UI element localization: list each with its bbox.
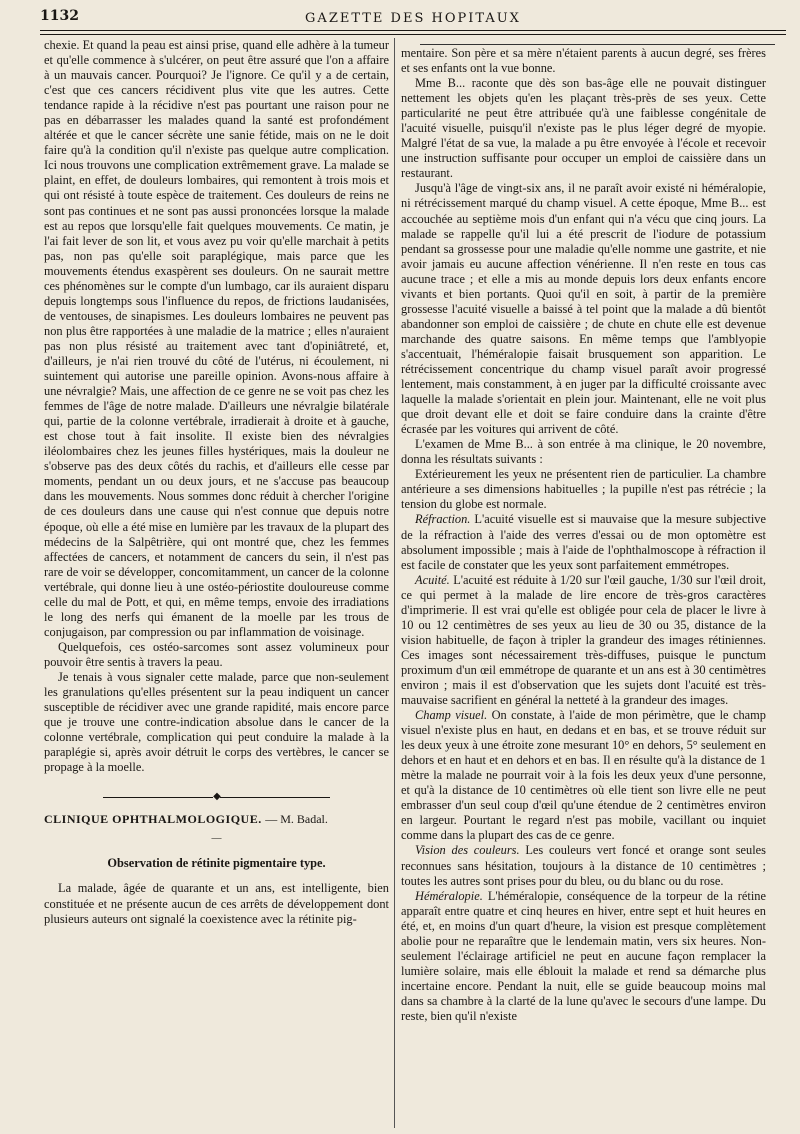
paragraph-text: On constate, à l'aide de mon périmètre, que le champ visuel n'existe plus en haut, en dedans et en bas, et se trouve réduit sur les deux yeux à une étroite zone mesurant 10° en dehors, 5° seulement en dehors et en haut et en dehors et en bas. Il en résulte qu'à la distance de 1 mètre la malade ne pourrait voir à la fois les deux yeux d'une personne, et qu'à la distance de 10 centimètres où elle tient son livre elle ne peut embrasser d'un seul coup d'œil qu'une étendue de 2 centimètres environ en largeur. Pourtant le regard n'est pas mobile, vacillant ou inquiet comme dans la plupart des cas de ce genre. bbox=[401, 708, 766, 843]
header-rule-thin bbox=[40, 34, 786, 35]
section-title: CLINIQUE OPHTHALMOLOGIQUE. bbox=[44, 812, 262, 827]
article-paragraph: Extérieurement les yeux ne présentent rien de particulier. La chambre antérieure a ses dimensions habituelles ; la pupille n'est pas rétrécie ; la tension du globe est normale. bbox=[401, 467, 766, 512]
page-header bbox=[40, 6, 786, 30]
section-dash: — bbox=[211, 833, 222, 845]
article-paragraph: La malade, âgée de quarante et un ans, est intelligente, bien constituée et ne présente aucun de ces arrêts de développement dont plusieurs auteurs ont signalé la coexistence avec la rétinite pig- bbox=[44, 881, 389, 926]
header-rule bbox=[40, 30, 786, 31]
article-paragraph: Je tenais à vous signaler cette malade, parce que non-seulement les granulations qu'elles présentent sur la peau indiquent un cancer susceptible de récidiver avec une grande rapidité, mais encore parce que je trouve une contre-indication absolue dans le cancer de la colonne vertébrale, complication qui peut conduire la malade à la paraplégie si, après avoir détruit le corps des vertèbres, le cancer se propage à la moelle. bbox=[44, 669, 389, 775]
right-column bbox=[401, 46, 766, 1126]
journal-title: GAZETTE DES HOPITAUX bbox=[305, 11, 521, 26]
section-heading bbox=[44, 812, 389, 827]
subheading-vision-couleurs: Vision des couleurs. bbox=[415, 843, 520, 858]
article-paragraph: mentaire. Son père et sa mère n'étaient parents à aucun degré, ses frères et ses enfants ont la vue bonne. bbox=[401, 46, 766, 76]
paragraph-text: Les couleurs vert foncé et orange sont seules reconnues sans hésitation, toujours à la distance de 10 centimètres ; toutes les autres sont prises pour du bleu, ou du blanc ou du rose. bbox=[401, 843, 766, 888]
observation-title: Observation de rétinite pigmentaire type. bbox=[107, 856, 326, 871]
article-paragraph bbox=[401, 889, 766, 1024]
article-paragraph bbox=[401, 708, 766, 843]
article-paragraph: L'examen de Mme B... à son entrée à ma clinique, le 20 novembre, donna les résultats suivants : bbox=[401, 437, 766, 467]
section-ornament: ◆ bbox=[44, 789, 389, 804]
right-column-top-rule bbox=[420, 44, 775, 45]
page-number: 1132 bbox=[40, 8, 79, 24]
subheading-acuite: Acuité. bbox=[415, 572, 450, 587]
paragraph-text: L'acuité visuelle est si mauvaise que la mesure subjective de la réfraction à l'aide des verres d'essai ou de mon optomètre est absolument impossible ; mais à l'aide de l'ophthalmoscope à réfraction il est facile de constater que les yeux sont parfaitement emmétropes. bbox=[401, 512, 766, 572]
column-divider bbox=[394, 38, 395, 1128]
subheading-champ-visuel: Champ visuel. bbox=[415, 708, 488, 723]
article-paragraph bbox=[401, 843, 766, 888]
paragraph-text: L'acuité est réduite à 1/20 sur l'œil gauche, 1/30 sur l'œil droit, ce qui permet à la malade de lire encore de très-gros caractères d'imprimerie. Il est vrai qu'elle est obligée pour cela de placer le livre à 10 ou 12 centimètres de ses yeux au lieu de 30 ou 35, distance de la vision habituelle, de façon à tripler la grandeur des images rétiniennes. Ces images sont nécessairement très-diffuses, puisque le punctum proximum d'un œil emmétrope de quarante et un ans est à 30 centimètres environ ; mais il est d'observation que les sujets dont l'acuité est très-mauvaise sacrifient en général la netteté à la grandeur des images. bbox=[401, 572, 766, 708]
subheading-refraction: Réfraction. bbox=[415, 512, 471, 527]
paragraph-text: L'héméralopie, conséquence de la torpeur de la rétine apparaît entre quatre et cinq heures en hiver, entre sept et huit heures en été, et, en moins d'un quart d'heure, la vision est presque complètement abolie pour ne reparaître que le lendemain matin, vers six heures. Non-seulement l'éclairage artificiel ne peut en aucune façon remplacer la lumière solaire, mais elle éblouit la malade et rend sa démarche plus incertaine encore. Pendant la nuit, elle se guide beaucoup moins mal dans sa chambre à la clarté de la lune qu'avec le secours d'une lampe. Du reste, bien qu'il n'existe bbox=[401, 888, 766, 1023]
article-paragraph: chexie. Et quand la peau est ainsi prise, quand elle adhère à la tumeur et qu'elle commence à s'ulcérer, on peut être assuré que l'on a affaire à un mauvais cancer. Pourquoi? Je l'ignore. Ce qu'il y a de certain, c'est que ces cancers récidivent plus vite que les autres. Cette tendance rapide à la récidive n'est pas pourtant une raison pour ne pas en débarrasser les malades quand la santé est profondément altérée et que le cancer sécrète une sanie fétide, mais on ne le doit faire qu'à la condition qu'il n'existe pas quelque autre complication. Ici nous trouvons une complication extrêmement grave. La malade se plaint, en effet, de douleurs lombaires, qui remontent à trois mois et qui ont résisté à toute espèce de traitement. Ces douleurs de reins ne sont pas continues et ne sont pas aussi prononcées lorsque la malade est au repos que lorsqu'elle fait quelques mouvements. Ce matin, je l'ai fait lever de son lit, et vous avez pu voir qu'elle marchait à petits pas, non pas qu'elle soit paraplégique, mais parce que les mouvements étendus exaspèrent ses douleurs. On ne saurait mettre ces phénomènes sur le compte d'un lumbago, car ils auraient disparu depuis longtemps sous l'influence du repos, de frictions laudanisées, de ventouses, de sinapismes. Les douleurs lombaires ne peuvent pas non plus être rapportées à une maladie de la matrice ; elles n'auraient pas non plus résisté au traitement avec tant d'opiniâtreté, et, d'ailleurs, je n'ai rien trouvé du côté de l'utérus, ni écoulement, ni suintement qui autorise une pareille opinion. Avons-nous affaire à une névralgie? Mais, une affection de ce genre ne se voit pas chez les femmes de l'âge de notre malade. D'ailleurs une névralgie bilatérale qui, partie de la colonne vertébrale, irradierait à droite et à gauche, est chose tout à fait insolite. Il existe bien des névralgies iléolombaires chez les jeunes filles hystériques, mais la douleur ne s'observe pas des deux côtés du rachis, et d'ailleurs elle cesse par moments, pendant un ou deux jours, et ne s'accuse pas beaucoup dans les mouvements. Nous sommes donc réduit à chercher l'origine de ces douleurs dans une cause qui n'est connue que depuis notre époque, où elle a été mise en lumière par les travaux de la plupart des médecins de la Salpêtrière, qui ont montré que, chez les femmes affectées de cancers, et notamment de cancers du sein, il n'est pas rare de voir se développer, concomitamment, un cancer de la colonne vertébrale, qui donne lieu à une ostéo-périostite douloureuse comme celle du mal de Pott, et qui, en même temps, envoie des irradiations le long des nerfs qui émanent de la moelle par les trous de conjugaison, par compression ou par inflammation de voisinage. bbox=[44, 38, 389, 639]
article-paragraph: Mme B... raconte que dès son bas-âge elle ne pouvait distinguer nettement les objets qu'en les plaçant très-près de ses yeux. Cette particularité ne peut être attribuée qu'à une faiblesse congénitale de l'acuité visuelle, puisqu'il n'existe pas le plus léger degré de myopie. Malgré l'état de sa vue, la malade a pu être envoyée à l'école et recevoir une instruction suffisante pour occuper un emploi de caissière dans un restaurant. bbox=[401, 76, 766, 181]
left-column bbox=[44, 38, 389, 1126]
section-author: — M. Badal. bbox=[265, 812, 328, 827]
subheading-hemeralopie: Héméralopie. bbox=[415, 888, 483, 903]
article-paragraph bbox=[401, 512, 766, 572]
article-paragraph: Quelquefois, ces ostéo-sarcomes sont assez volumineux pour pouvoir être sentis à travers la peau. bbox=[44, 639, 389, 669]
article-paragraph: Jusqu'à l'âge de vingt-six ans, il ne paraît avoir existé ni héméralopie, ni rétrécissement marqué du champ visuel. A cette époque, Mme B... est accouchée au septième mois d'un enfant qui n'a vécu que cinq jours. La malade se rappelle qu'il lui a été prescrit de l'iodure de potassium pendant sa grossesse pour une maladie qu'elle nomme une gastrite, et nie avoir jamais eu aucune affection vénérienne. Il n'en reste en tous cas aucune trace ; et elle a mis au monde depuis lors deux enfants encore vivants et bien portants. Quoi qu'il en soit, à partir de la première grossesse l'acuité visuelle a baissé à tel point que la malade a dû bientôt abandonner son emploi de caissière ; de chute en chute elle est devenue marchande des quatre saisons. En même temps que l'amblyopie s'accentuait, l'héméralopie faisait brusquement son apparition. Le rétrécissement concentrique du champ visuel paraît avoir progressé lentement, mais constamment, à en juger par la difficulté croissante avec laquelle la malade s'orientait en plein jour. Maintenant, elle ne voit plus que droit devant elle et doit se faire conduire dans la crainte d'être écrasée par les voitures qui arrivent de côté. bbox=[401, 181, 766, 437]
article-paragraph bbox=[401, 573, 766, 708]
